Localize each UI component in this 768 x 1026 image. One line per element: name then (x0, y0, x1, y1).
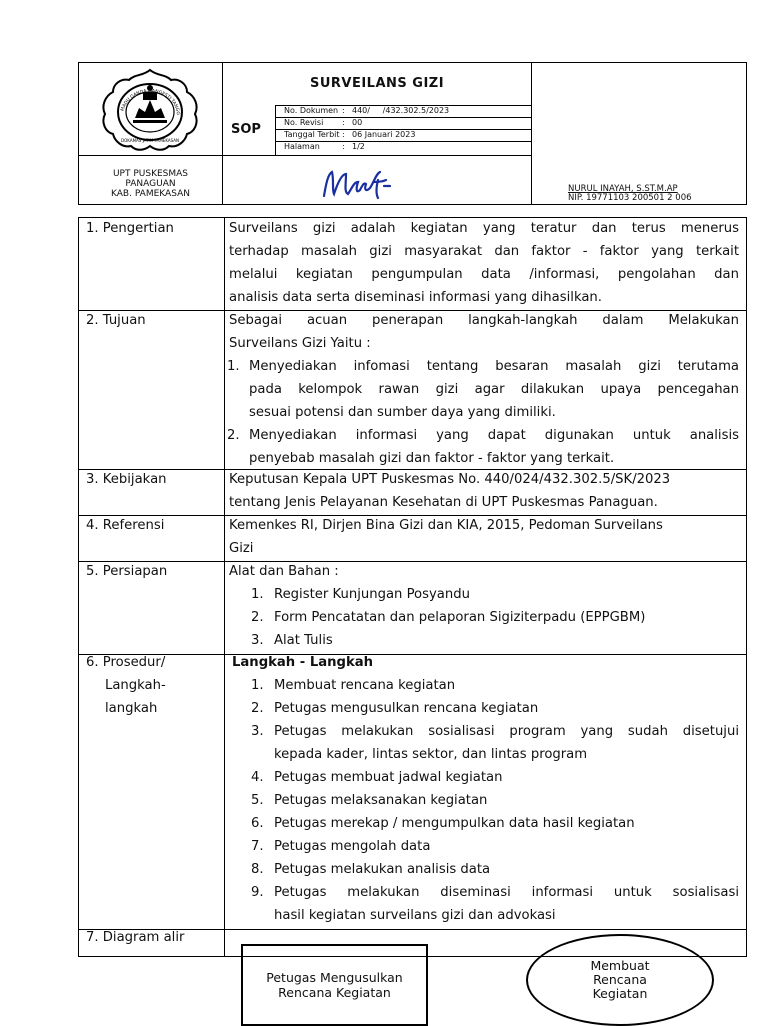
item-text: Register Kunjungan Posyandu (274, 587, 470, 602)
document-title: SURVEILANS GIZI (309, 76, 445, 91)
text-line: Menyediakan informasi yang dapat digunakan untuk analisis (249, 428, 739, 443)
signer-name: NURUL INAYAH, S.ST.M.AP (568, 184, 678, 194)
persiapan-list (251, 583, 741, 652)
item-text: Form Pencatatan dan pelaporan Sigiziterpadu (EPPGBM) (274, 610, 646, 625)
org-line: UPT PUSKESMAS (112, 169, 189, 179)
signature-image (318, 160, 408, 204)
item-number: 7. (251, 839, 264, 854)
item-number: 2. (251, 610, 264, 625)
item-number: 1. (251, 587, 264, 602)
meta-row-dokumen: No. Dokumen : 440/ /432.302.5/2023 (284, 106, 450, 115)
label-referensi: 4. Referensi (86, 518, 165, 533)
item-text: Alat Tulis (274, 633, 333, 648)
text-line: hasil kegiatan surveilans gizi dan advokasi (274, 908, 556, 923)
sop-label: SOP (231, 122, 261, 137)
signer-nip: NIP. 19771103 200501 2 006 (568, 193, 692, 203)
meta-row-revisi: No. Revisi : 00 (284, 118, 363, 127)
text-line: Sebagai acuan penerapan langkah-langkah dalam Melakukan (229, 313, 739, 328)
meta-value: 06 Januari 2023 (352, 130, 416, 139)
text-line: kepada kader, lintas sektor, dan lintas program (274, 747, 588, 762)
flow-box-text: Petugas Mengusulkan Rencana Kegiatan (266, 970, 403, 1000)
text-line: sesuai potensi dan sumber daya yang dimiliki. (249, 405, 556, 420)
content-referensi (229, 514, 741, 560)
label-line: 6. Prosedur/ (86, 655, 166, 670)
list-item (251, 766, 739, 789)
text-line: Petugas mengusulkan rencana kegiatan (274, 701, 539, 716)
item-number: 2. (251, 701, 264, 716)
meta-key: Tanggal Terbit (284, 130, 340, 139)
svg-text:DOKAMAS JATIM PAMEKASAN: DOKAMAS JATIM PAMEKASAN (121, 138, 179, 143)
list-item (251, 697, 739, 720)
list-item (251, 606, 741, 629)
content-persiapan-intro: Alat dan Bahan : (229, 564, 339, 579)
text-line: terhadap masalah gizi masyarakat dan faktor - faktor yang terkait (229, 244, 739, 259)
tujuan-list (227, 355, 739, 470)
text-line: Gizi (229, 541, 254, 556)
meta-key: No. Dokumen (284, 106, 339, 115)
org-line: PANAGUAN (125, 179, 176, 189)
label-kebijakan: 3. Kebijakan (86, 472, 167, 487)
signer-block (568, 185, 692, 203)
puskesmas-logo (95, 66, 205, 152)
text-line: Surveilans gizi adalah kegiatan yang teratur dan terus menerus (229, 221, 739, 236)
item-number: 2. (227, 428, 240, 443)
item-number: 5. (251, 793, 264, 808)
text-line: penyebab masalah gizi dan faktor - faktor yang terkait. (249, 451, 615, 466)
organization-name (79, 169, 222, 199)
flow-oval-rencana (526, 934, 714, 1026)
label-diagram: 7. Diagram alir (86, 930, 185, 945)
item-number: 4. (251, 770, 264, 785)
list-item (227, 424, 739, 470)
label-prosedur (86, 651, 166, 720)
meta-value: 440/ /432.302.5/2023 (352, 106, 450, 115)
list-item (251, 858, 739, 881)
prosedur-heading: Langkah - Langkah (232, 655, 374, 670)
label-tujuan: 2. Tujuan (86, 313, 146, 328)
list-item (251, 835, 739, 858)
meta-value: 00 (352, 118, 363, 127)
text-line: analisis data serta diseminasi informasi yang dihasilkan. (229, 290, 602, 305)
text-line: Petugas mengolah data (274, 839, 431, 854)
text-line: Menyediakan infomasi tentang besaran masalah gizi terutama (249, 359, 739, 374)
text-line: Petugas merekap / mengumpulkan data hasil kegiatan (274, 816, 635, 831)
label-line: Langkah- (105, 678, 166, 693)
text-line: Petugas melakukan sosialisasi program yang sudah disetujui (274, 724, 739, 739)
text-line: Surveilans Gizi Yaitu : (229, 336, 371, 351)
list-item (251, 720, 739, 766)
meta-row-halaman: Halaman : 1/2 (284, 142, 365, 151)
item-number: 3. (251, 724, 264, 739)
list-item (251, 881, 739, 927)
text-line: Membuat rencana kegiatan (274, 678, 456, 693)
label-persiapan: 5. Persiapan (86, 564, 168, 579)
item-number: 6. (251, 816, 264, 831)
content-tujuan (229, 309, 739, 355)
item-number: 1. (227, 359, 240, 374)
content-kebijakan (229, 468, 741, 514)
flow-box-usulan (241, 944, 428, 1026)
list-item (251, 789, 739, 812)
flow-oval-text: Membuat Rencana Kegiatan (590, 958, 650, 1001)
item-number: 3. (251, 633, 264, 648)
item-number: 1. (251, 678, 264, 693)
meta-key: No. Revisi (284, 118, 324, 127)
prosedur-list (251, 674, 739, 927)
list-item (251, 812, 739, 835)
text-line: Petugas melakukan analisis data (274, 862, 491, 877)
meta-key: Halaman (284, 142, 320, 151)
label-line: langkah (105, 701, 158, 716)
label-pengertian: 1. Pengertian (86, 221, 174, 236)
item-number: 9. (251, 885, 264, 900)
svg-text:MADU GANDA MANGESTI TANGGAL: MADU GANDA MANGESTI TANGG (120, 88, 181, 116)
list-item (251, 583, 741, 606)
text-line: Petugas melakukan diseminasi informasi untuk sosialisasi (274, 885, 739, 900)
list-item (227, 355, 739, 424)
list-item (251, 674, 739, 697)
text-line: tentang Jenis Pelayanan Kesehatan di UPT Puskesmas Panaguan. (229, 495, 658, 510)
meta-row-tanggal: Tanggal Terbit : 06 Januari 2023 (284, 130, 416, 139)
content-pengertian (229, 217, 739, 309)
text-line: Petugas membuat jadwal kegiatan (274, 770, 503, 785)
list-item (251, 629, 741, 652)
org-line: KAB. PAMEKASAN (111, 189, 190, 199)
item-number: 8. (251, 862, 264, 877)
text-line: Petugas melaksanakan kegiatan (274, 793, 488, 808)
meta-value: 1/2 (352, 142, 365, 151)
text-line: Kemenkes RI, Dirjen Bina Gizi dan KIA, 2015, Pedoman Surveilans (229, 518, 663, 533)
text-line: melalui kegiatan pengumpulan data /informasi, pengolahan dan (229, 267, 739, 282)
text-line: Keputusan Kepala UPT Puskesmas No. 440/024/432.302.5/SK/2023 (229, 472, 671, 487)
text-line: pada kelompok rawan gizi agar dilakukan upaya pencegahan (249, 382, 739, 397)
